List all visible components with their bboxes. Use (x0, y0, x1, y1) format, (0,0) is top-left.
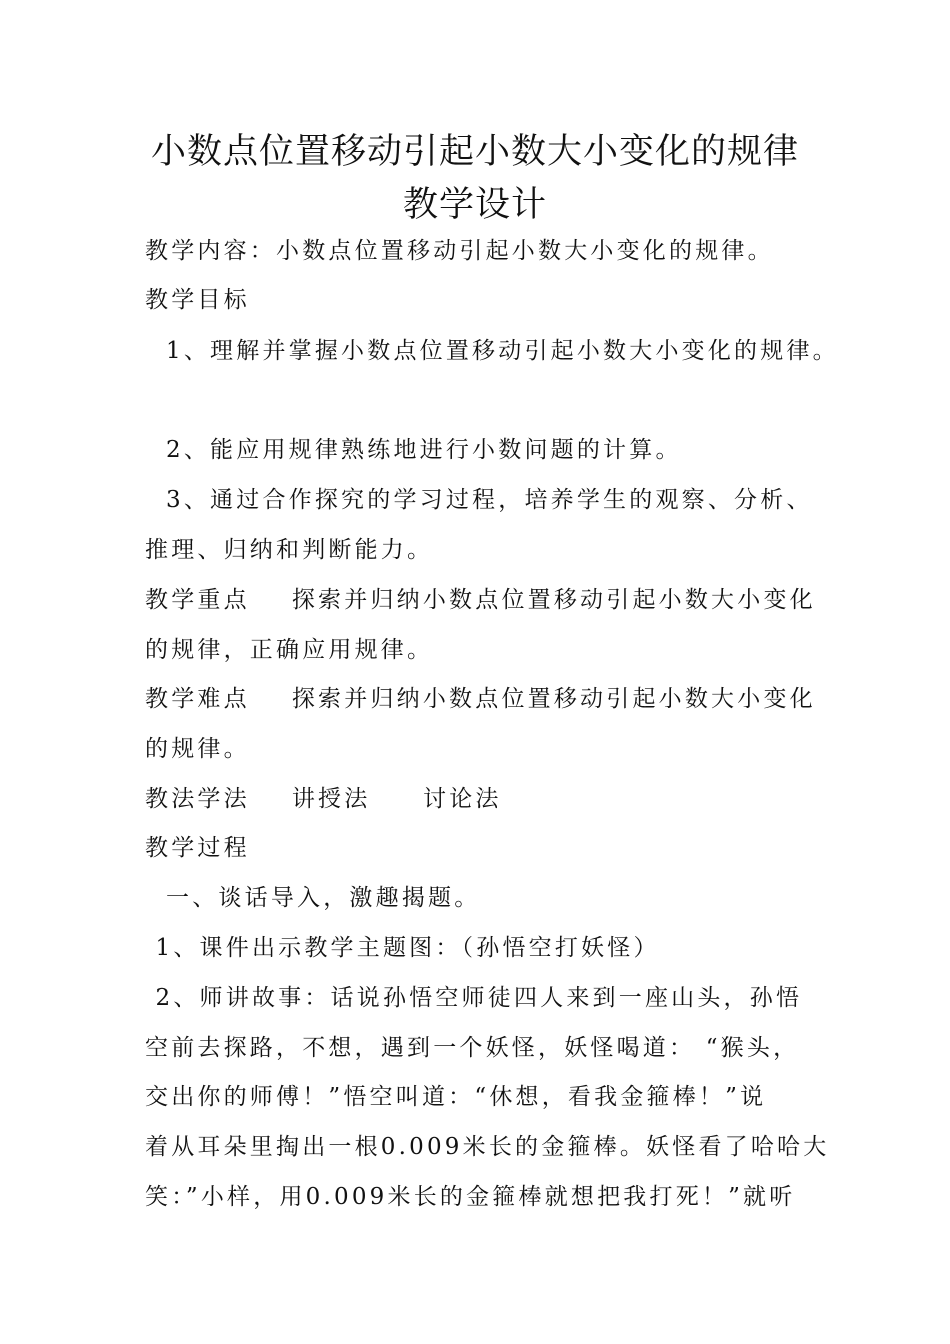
document-title: 小数点位置移动引起小数大小变化的规律 (150, 132, 799, 172)
story-paragraph-line-5: 笑：”小样，用0.009米长的金箍棒就想把我打死！”就听 (145, 1184, 796, 1210)
difficult-points-continued: 的规律。 (145, 736, 250, 762)
methods-line: 教法学法 讲授法 讨论法 (145, 786, 502, 812)
goal-item-3-continued: 推理、归纳和判断能力。 (145, 537, 434, 563)
key-points-line: 教学重点 探索并归纳小数点位置移动引起小数大小变化 (145, 587, 816, 613)
teaching-goals-heading: 教学目标 (145, 287, 250, 313)
goal-item-1: 1、理解并掌握小数点位置移动引起小数大小变化的规律。 (145, 338, 839, 364)
goal-item-2: 2、能应用规律熟练地进行小数问题的计算。 (145, 437, 682, 463)
goal-item-3: 3、通过合作探究的学习过程，培养学生的观察、分析、 (145, 487, 813, 513)
section-one-heading: 一、谈话导入，激趣揭题。 (145, 885, 481, 911)
document-subtitle: 教学设计 (402, 185, 547, 225)
teaching-content-line: 教学内容：小数点位置移动引起小数大小变化的规律。 (145, 238, 774, 264)
story-paragraph-line-2: 空前去探路，不想，遇到一个妖怪，妖怪喝道： “猴头， (145, 1035, 800, 1061)
process-item-1: 1、课件出示教学主题图：（孙悟空打妖怪） (145, 935, 660, 961)
process-item-2: 2、师讲故事：话说孙悟空师徒四人来到一座山头，孙悟 (145, 985, 803, 1011)
story-paragraph-line-4: 着从耳朵里掏出一根0.009米长的金箍棒。妖怪看了哈哈大 (145, 1134, 830, 1160)
story-paragraph-line-3: 交出你的师傅！”悟空叫道：“休想，看我金箍棒！”说 (145, 1084, 767, 1110)
difficult-points-line: 教学难点 探索并归纳小数点位置移动引起小数大小变化 (145, 686, 816, 712)
teaching-process-heading: 教学过程 (145, 835, 250, 861)
key-points-continued: 的规律，正确应用规律。 (145, 637, 434, 663)
